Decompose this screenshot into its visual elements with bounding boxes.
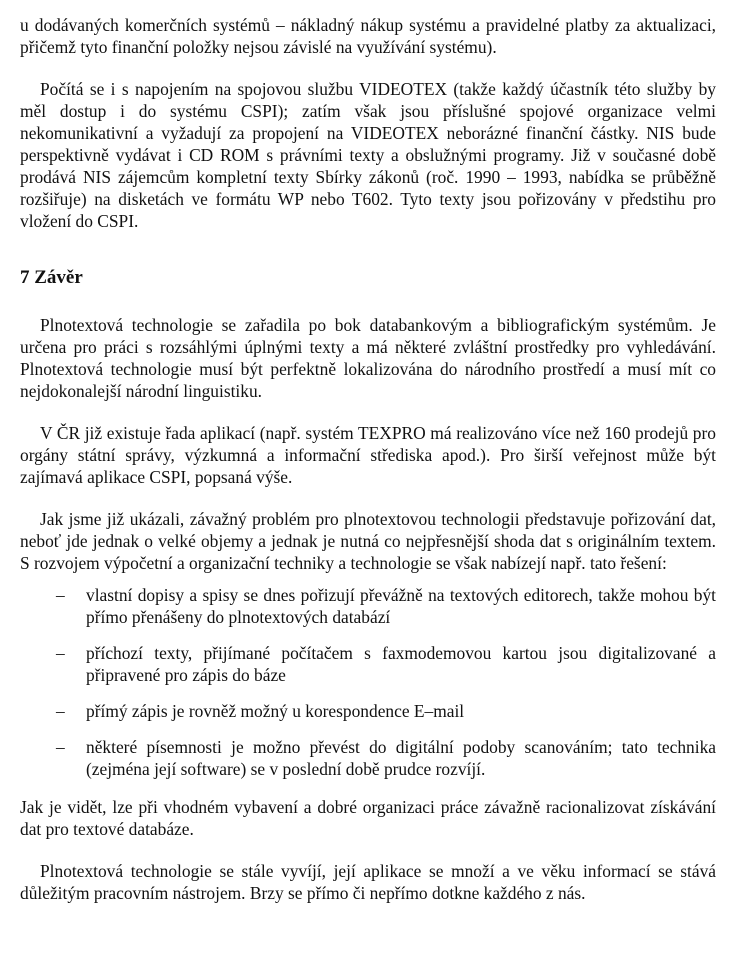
list-dash: –: [56, 643, 65, 663]
list-item: [20, 700, 716, 722]
solutions-list: [20, 584, 716, 780]
paragraph-conclusion-1: Jak je vidět, lze při vhodném vybavení a dobré organizaci práce závažně racionalizovat získávání dat pro textové databáze.: [20, 797, 716, 839]
list-item: [20, 736, 716, 780]
section-heading: 7 Závěr: [20, 267, 83, 288]
paragraph-conclusion-2: Plnotextová technologie se stále vyvíjí, její aplikace se množí a ve věku informací se stává důležitým pracovním nástrojem. Brzy se přímo či nepřímo dotkne každého z nás.: [20, 861, 716, 903]
paragraph-videotex: Počítá se i s napojením na spojovou službu VIDEOTEX (takže každý účastník této služby by měl dostup i do systému CSPI); zatím však jsou příslušné spojové organizace velmi nekomunikativní a vyžadují za propojení na VIDEOTEX neborázné finanční částky. NIS bude perspektivně vydávat i CD ROM s právními texty a obslužnými programy. Již v současné době prodává NIS zájemcům kompletní texty Sbírky zákonů (roč. 1990 – 1993, nabídka se průběžně rozšiřuje) na disketách ve formátu WP nebo T602. Tyto texty jsou pořizovány v předstihu pro vložení do CSPI.: [20, 79, 716, 231]
list-item-text: přímý zápis je rovněž možný u korespondence E–mail: [86, 701, 465, 721]
paragraph-intro: Plnotextová technologie se zařadila po bok databankovým a bibliografickým systémům. Je určena pro práci s rozsáhlými úplnými texty a má některé zvláštní prostředky pro vyhledávání. Plnotextová technologie musí být perfektně lokalizována do národního prostředí a musí mít co nejdokonalejší národní linguistiku.: [20, 315, 716, 401]
list-item: [20, 584, 716, 628]
paragraph-data-acquisition: Jak jsme již ukázali, závažný problém pro plnotextovou technologii představuje pořizování dat, neboť jde jednak o velké objemy a jednak je nutná co nejpřesnější shoda dat s originálním textem. S rozvojem výpočetní a organizační techniky a technologie se však nabízejí např. tato řešení:: [20, 509, 716, 573]
paragraph-continuation: u dodávaných komerčních systémů – nákladný nákup systému a pravidelné platby za aktualizaci, přičemž tyto finanční položky nejsou závislé na využívání systému).: [20, 15, 716, 57]
list-dash: –: [56, 585, 65, 605]
list-item-text: vlastní dopisy a spisy se dnes pořizují převážně na textových editorech, takže mohou být přímo přenášeny do plnotextových databází: [86, 585, 716, 627]
paragraph-applications: V ČR již existuje řada aplikací (např. systém TEXPRO má realizováno více než 160 prodejů pro orgány státní správy, výzkumná a informační střediska apod.). Pro širší veřejnost může být zajímavá aplikace CSPI, popsaná výše.: [20, 423, 716, 487]
list-item-text: příchozí texty, přijímané počítačem s faxmodemovou kartou jsou digitalizované a připravené pro zápis do báze: [86, 643, 716, 685]
list-dash: –: [56, 701, 65, 721]
list-item: [20, 642, 716, 686]
document-page: [20, 14, 716, 904]
list-item-text: některé písemnosti je možno převést do digitální podoby scanováním; tato technika (zejména její software) se v poslední době prudce rozvíjí.: [86, 737, 716, 779]
list-dash: –: [56, 737, 65, 757]
